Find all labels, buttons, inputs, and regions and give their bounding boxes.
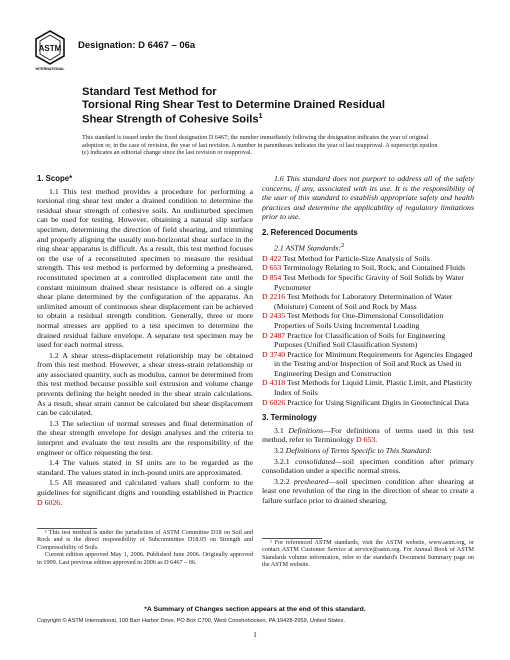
left-column — [37, 174, 253, 508]
intro-note: This standard is issued under the fixed designation D 6467; the number immediately following the designation indicates the year of original adoption or, in the case of revision, the year of last revision. A number in parentheses indicates the year of last reapproval. A superscript epsilon (ε) indicates an editorial change since the last revision or reapproval. — [82, 134, 438, 157]
list-item: D 2435 Test Methods for One-Dimensional Consolidation Properties of Soils Using Incremental Loading — [262, 311, 444, 330]
list-item: D 2216 Test Methods for Laboratory Determination of Water (Moisture) Content of Soil and Rock by Mass — [262, 292, 453, 311]
para-1-2: 1.2 A shear stress-displacement relationship may be obtained from this test method. However, a shear stress-strain relationship or any associated quantity, such as modulus, cannot be determined from this test method because possible soil extrusion and volume change prevents defining the height needed in the shear strain calculations. As a result, shear strain cannot be calculated but shear displacement can be calculated. — [37, 350, 253, 418]
svg-text:INTERNATIONAL: INTERNATIONAL — [35, 67, 65, 71]
para-1-1: 1.1 This test method provides a procedure for performing a torsional ring shear test under a drained condition to determine the residual shear strength of cohesive soils. An undisturbed specimen can be used for testing. However, obtaining a natural slip surface specimen, determining the direction of field shearing, and trimming and properly aligning the usually non-horizontal shear surface in the ring shear apparatus is difficult. As a result, this test method focuses on the use of a reconstituted specimen to measure the residual strength. This test method is performed by deforming a presheared, reconstituted specimen at a controlled displacement rate until the constant minimum drained shear resistance is offered on a single shear plane determined by the configuration of the apparatus. An unlimited amount of continuous shear displacement can be achieved to obtain a residual strength condition. Generally, three or more normal stresses are applied to a test specimen to determine the drained residual failure envelope. A separate test specimen may be used for each normal stress. — [37, 186, 253, 350]
title-line-3: Shear Strength of Cohesive Soils$^1$ — [82, 113, 263, 126]
title-line-2: Torsional Ring Shear Test to Determine Drained Residual — [82, 98, 385, 111]
para-1-6: 1.6 This standard does not purport to address all of the safety concerns, if any, associated with its use. It is the responsibility of the user of this standard to establish appropriate safety and health practices and determine the applicability of regulatory limitations prior to use. — [262, 174, 474, 222]
page-number: 1 — [253, 630, 257, 639]
ref-link[interactable]: D 653 — [262, 263, 282, 273]
copyright-line: Copyright © ASTM International, 100 Barr Harbor Drive, PO Box C700, West Conshohocken, PA 19428-2959, United States. — [37, 618, 345, 624]
footnote-1-a: ¹ This test method is under the jurisdiction of ASTM Committee D18 on Soil and Rock and is the direct responsibility of Subcommittee D18.05 on Strength and Compressibility of Soils. — [37, 529, 253, 551]
para-3-2: 3.2 Definitions of Terms Specific to This Standard: — [274, 446, 432, 456]
reference-list — [262, 254, 474, 408]
footnote-1-b: Current edition approved May 1, 2006. Published June 2006. Originally approved in 1999. Last previous edition approved in 2006 as D 6467 – 06. — [37, 551, 253, 566]
summary-note: *A Summary of Changes section appears at the end of this standard. — [144, 606, 366, 613]
ref-link[interactable]: D 4318 — [262, 378, 286, 388]
refs-intro: 2.1 ASTM Standards:$^2$ — [274, 241, 345, 253]
para-3-1: 3.1 Definitions—For definitions of terms used in this test method, refer to Terminology D 653. — [262, 425, 474, 445]
ref-link[interactable]: D 3740 — [262, 349, 286, 359]
right-footnote — [262, 538, 474, 569]
footnote-2: ² For referenced ASTM standards, visit the ASTM website, www.astm.org, or contact ASTM Customer Service at service@astm.org. For Annual Book of ASTM Standards volume information, refer to the standard's Document Summary page on the ASTM website. — [262, 539, 474, 569]
ref-link[interactable]: D 422 — [262, 253, 282, 263]
svg-text:ASTM: ASTM — [38, 44, 62, 53]
ref-link[interactable]: D 854 — [262, 272, 282, 282]
para-1-5: 1.5 All measured and calculated values shall conform to the guidelines for significant digits and rounding established in Practice D 6026. — [37, 478, 253, 507]
ref-link[interactable]: D 6026 — [262, 397, 286, 407]
list-item: D 2487 Practice for Classification of Soils for Engineering Purposes (Unified Soil Classification System) — [262, 330, 446, 350]
astm-logo — [34, 30, 66, 72]
ref-link[interactable]: D 2216 — [262, 292, 286, 302]
list-item: D 422 Test Method for Particle-Size Analysis of Soils — [262, 253, 430, 263]
ref-link[interactable]: D 2487 — [262, 330, 286, 340]
list-item: D 854 Test Methods for Specific Gravity of Soil Solids by Water Pycnometer — [262, 272, 464, 292]
designation: Designation: D 6467 – 06a — [78, 40, 196, 51]
document-title — [82, 86, 462, 126]
ref-link[interactable]: D 2435 — [262, 311, 286, 321]
list-item: D 653 Terminology Relating to Soil, Rock, and Contained Fluids — [262, 263, 466, 273]
right-column — [262, 174, 474, 507]
list-item: D 3740 Practice for Minimum Requirements for Agencies Engaged in the Testing and/or Inspection of Soil and Rock as Used in Engineering Design and Construction — [262, 349, 473, 378]
para-3-2-2: 3.2.2 presheared—soil specimen condition after shearing at least one revolution of the ring in the direction of shear to create a failure surface prior to drained shearing. — [262, 476, 475, 505]
list-item: D 4318 Test Methods for Liquid Limit, Plastic Limit, and Plasticity Index of Soils — [262, 378, 473, 398]
para-1-3: 1.3 The selection of normal stresses and final determination of the shear strength envelope for design analyses and the criteria to interpret and evaluate the test results are the responsibility of the engineer or office requesting the test. — [37, 418, 253, 457]
left-footnote — [37, 528, 253, 566]
terminology-heading: 3. Terminology — [262, 413, 317, 423]
list-item: D 6026 Practice for Using Significant Digits in Geotechnical Data — [262, 397, 469, 407]
ref-link-d6026[interactable]: D 6026 — [37, 497, 61, 507]
para-3-2-1: 3.2.1 consolidated—soil specimen condition after primary consolidation under a specific normal stress. — [262, 456, 475, 476]
title-line-1: Standard Test Method for — [82, 86, 217, 98]
ref-link-d653[interactable]: D 653 — [355, 435, 376, 445]
scope-heading: 1. Scope* — [37, 174, 73, 183]
refs-heading: 2. Referenced Documents — [262, 227, 358, 237]
para-1-4: 1.4 The values stated in SI units are to be regarded as the standard. The values stated in inch-pound units are approximated. — [37, 458, 253, 477]
